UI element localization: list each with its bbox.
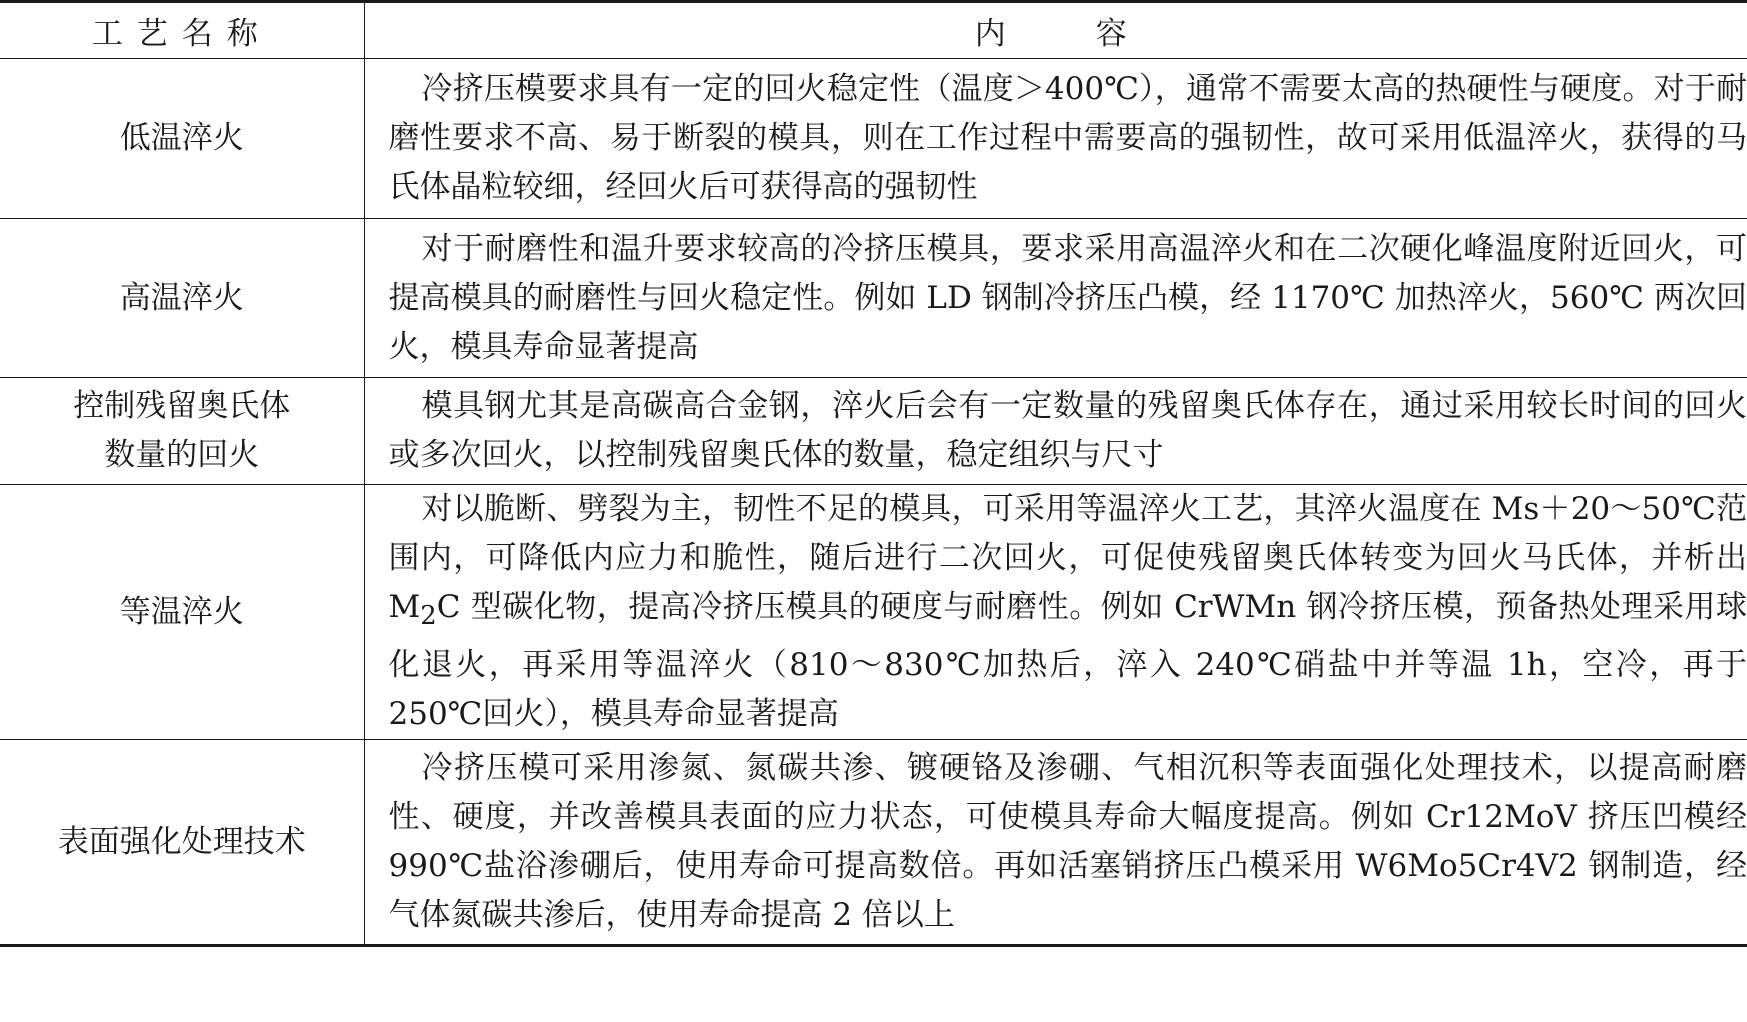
row-content [364, 740, 1747, 946]
header-row [0, 2, 1747, 59]
row-name-line: 控制残留奥氏体 [73, 388, 291, 424]
table-row [0, 219, 1747, 378]
row-content [364, 378, 1747, 485]
row-content-part: C 型碳化物，提高冷挤压模具的硬度与耐磨性。例如 CrWMn 钢冷挤压模，预备热处理采用球化退火，再采用等温淬火（810～830℃加热后，淬入 240℃硝盐中并等温 1h，空冷，再于 250℃回火），模具寿命显著提高 [388, 589, 1747, 733]
row-content-part: 对以脆断、劈裂为主，韧性不足的模具，可采用等温淬火工艺，其淬火温度在 Ms＋20～50℃范围内，可降低内应力和脆性，随后进行二次回火，可促使残留奥氏体转变为回火马氏体，并析出 M [388, 491, 1747, 625]
table-row [0, 740, 1747, 946]
row-content-text: 冷挤压模要求具有一定的回火稳定性（温度＞400℃），通常不需要太高的热硬性与硬度。对于耐磨性要求不高、易于断裂的模具，则在工作过程中需要高的强韧性，故可采用低温淬火，获得的马氏体晶粒较细，经回火后可获得高的强韧性 [388, 71, 1747, 205]
table-row [0, 378, 1747, 485]
row-name [0, 378, 364, 485]
table-row [0, 485, 1747, 740]
row-name: 表面强化处理技术 [0, 740, 364, 946]
table-body [0, 59, 1747, 946]
row-content [364, 485, 1747, 740]
row-name: 低温淬火 [0, 59, 364, 219]
row-content-text: 冷挤压模可采用渗氮、氮碳共渗、镀硬铬及渗硼、气相沉积等表面强化处理技术，以提高耐磨性、硬度，并改善模具表面的应力状态，可使模具寿命大幅度提高。例如 Cr12MoV 挤压凹模经 990℃盐浴渗硼后，使用寿命可提高数倍。再如活塞销挤压凸模采用 W6Mo5Cr4V2 钢制造，经气体氮碳共渗后，使用寿命提高 2 倍以上 [388, 750, 1747, 934]
header-process-name: 工艺名称 [0, 2, 364, 59]
row-content-text: 模具钢尤其是高碳高合金钢，淬火后会有一定数量的残留奥氏体存在，通过采用较长时间的回火或多次回火，以控制残留奥氏体的数量，稳定组织与尺寸 [388, 388, 1747, 473]
row-content-text: 对于耐磨性和温升要求较高的冷挤压模具，要求采用高温淬火和在二次硬化峰温度附近回火，可提高模具的耐磨性与回火稳定性。例如 LD 钢制冷挤压凸模，经 1170℃ 加热淬火，560℃ 两次回火，模具寿命显著提高 [388, 230, 1747, 365]
row-name: 等温淬火 [0, 485, 364, 740]
row-content [364, 219, 1747, 378]
row-content-text [389, 485, 1747, 739]
subscript: 2 [420, 601, 437, 632]
row-name: 高温淬火 [0, 219, 364, 378]
table-header [0, 2, 1747, 59]
row-name-line: 数量的回火 [104, 437, 260, 473]
row-content [364, 59, 1747, 219]
header-content: 内容 [364, 2, 1747, 59]
table-row [0, 59, 1747, 219]
